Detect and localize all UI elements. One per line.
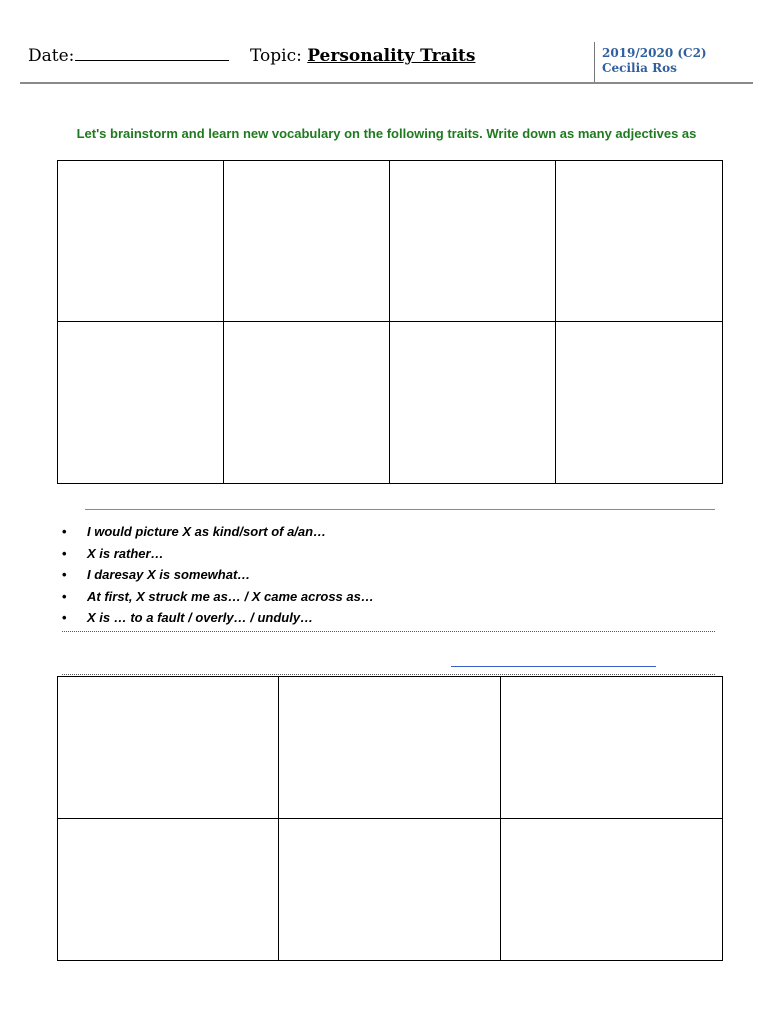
grid-cell[interactable] (279, 677, 500, 819)
header-divider (594, 42, 595, 82)
instruction-text: Let's brainstorm and learn new vocabulary on the following traits. Write down as many adjectives as (76, 126, 697, 141)
list-item: • I daresay X is somewhat… (62, 564, 374, 586)
grid-cell[interactable] (390, 161, 556, 322)
topic-title: Personality Traits (307, 46, 476, 66)
grid-cell[interactable] (556, 322, 722, 483)
date-blank-line[interactable] (75, 46, 229, 61)
grid-cell[interactable] (501, 819, 722, 961)
list-item: • I would picture X as kind/sort of a/an… (62, 521, 374, 543)
header-meta (602, 46, 707, 76)
list-item: • X is … to a fault / overly… / unduly… (62, 607, 374, 629)
grid-cell[interactable] (224, 161, 390, 322)
list-item: • X is rather… (62, 543, 374, 565)
header-rule (20, 82, 753, 84)
grid-cell[interactable] (58, 322, 224, 483)
grid-cell[interactable] (501, 677, 722, 819)
phrase-list (62, 521, 374, 629)
grid-cell[interactable] (58, 161, 224, 322)
list-item: • At first, X struck me as… / X came across as… (62, 586, 374, 608)
dotted-divider (62, 674, 715, 675)
link-underline[interactable] (451, 666, 656, 667)
traits-grid-bottom (57, 676, 723, 961)
grid-cell[interactable] (556, 161, 722, 322)
topic-heading (250, 46, 475, 66)
year-level: 2019/2020 (C2) (602, 46, 707, 60)
grid-cell[interactable] (224, 322, 390, 483)
grid-cell[interactable] (58, 677, 279, 819)
date-label: Date: (28, 46, 75, 66)
topic-label: Topic: (250, 46, 302, 66)
dotted-divider (62, 631, 715, 632)
grid-cell[interactable] (279, 819, 500, 961)
date-field[interactable] (28, 46, 229, 66)
grid-cell[interactable] (390, 322, 556, 483)
grid-cell[interactable] (58, 819, 279, 961)
section-rule (85, 509, 715, 510)
author-name: Cecilia Ros (602, 61, 677, 75)
traits-grid-top (57, 160, 723, 484)
